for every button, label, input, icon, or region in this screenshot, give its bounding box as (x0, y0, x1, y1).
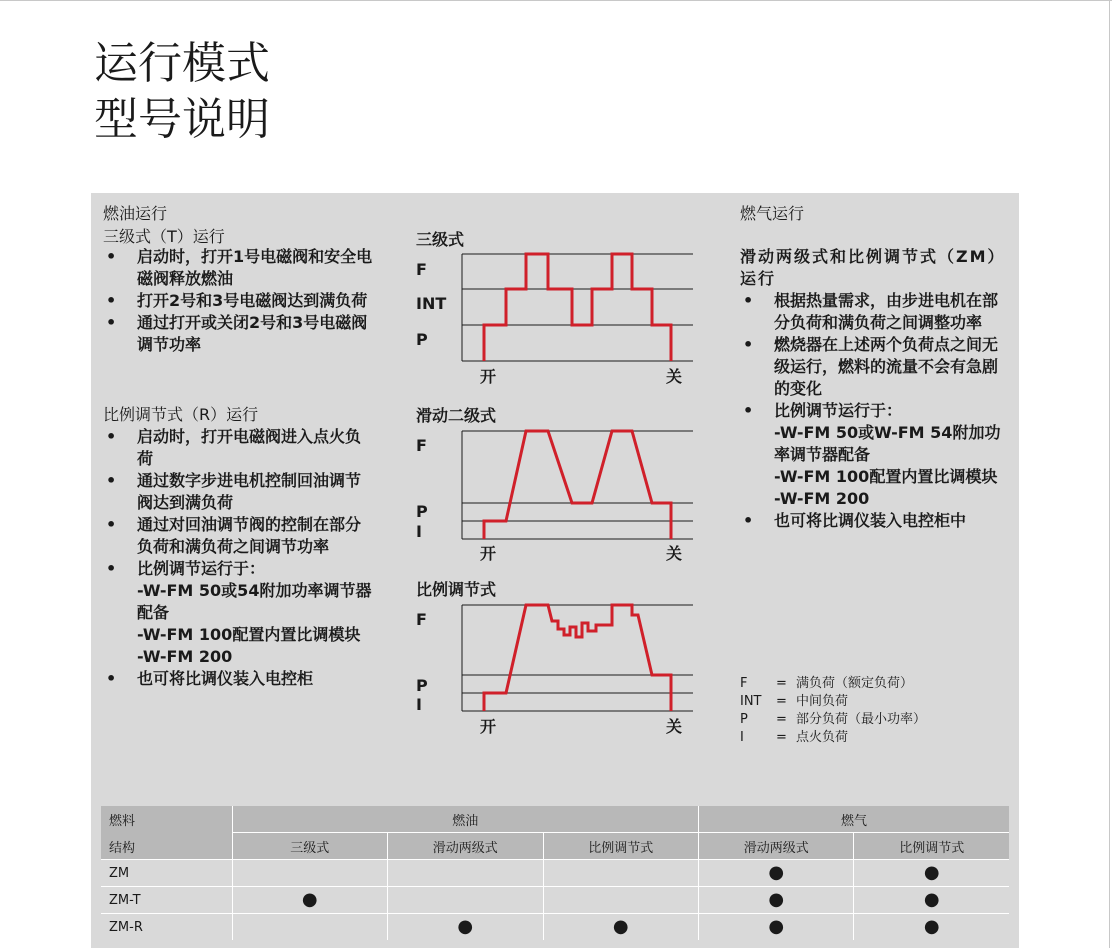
table-cell: ● (543, 914, 698, 941)
sub-item: -W-FM 100配置内置比调模块 (137, 625, 361, 644)
gas-sub-heading: 滑动两级式和比例调节式（ZM）运行 (740, 247, 1006, 288)
legend-row (740, 675, 926, 693)
table-cell (543, 860, 698, 887)
end-label: 关 (666, 544, 683, 563)
table-header-cell: 比例调节式 (543, 833, 698, 860)
diagram-three-stage-title: 三级式 (416, 230, 465, 249)
table-header-cell: 滑动两级式 (698, 833, 853, 860)
level-label-f: F (416, 610, 427, 629)
modulating-list (103, 426, 373, 690)
table-cell: ● (854, 860, 1009, 887)
end-label: 关 (666, 367, 683, 386)
list-item: • 根据热量需求，由步进电机在部分负荷和满负荷之间调整功率 (740, 290, 1012, 334)
table-header-row (101, 806, 1009, 833)
legend-text: 中间负荷 (796, 694, 849, 709)
legend-text: 点火负荷 (796, 730, 849, 745)
table-cell (232, 860, 387, 887)
list-item: • 通过数字步进电机控制回油调节阀达到满负荷 (103, 470, 373, 514)
level-label-p: P (416, 502, 428, 521)
legend-eq: = (776, 694, 787, 709)
list-item-text: 比例调节运行于： (137, 559, 266, 578)
legend-key: P (740, 712, 748, 727)
page-title: 运行模式 (94, 38, 270, 89)
start-label: 开 (480, 544, 497, 563)
page-right-border (1109, 0, 1110, 948)
diagram-three-stage (410, 248, 700, 388)
table-cell: ZM (101, 860, 232, 887)
model-table (101, 806, 1009, 940)
legend-text: 满负荷（额定负荷） (796, 676, 914, 691)
diagram-modulating-title: 比例调节式 (416, 580, 497, 599)
list-item: • 启动时，打开电磁阀进入点火负荷 (103, 426, 373, 470)
list-item: • 也可将比调仪装入电控柜 (103, 668, 373, 690)
legend-text: 部分负荷（最小功率） (796, 712, 927, 727)
table-cell (232, 914, 387, 941)
table-cell: ● (232, 887, 387, 914)
table-cell: ZM-T (101, 887, 232, 914)
table-cell: ● (854, 887, 1009, 914)
load-curve (484, 254, 671, 361)
table-cell (388, 887, 543, 914)
sub-item: -W-FM 50或54附加功率调节器配备 (137, 581, 372, 622)
level-label-p: P (416, 330, 428, 349)
list-item: • 也可将比调仪装入电控柜中 (740, 510, 1012, 532)
legend-eq: = (776, 730, 787, 745)
legend-eq: = (776, 712, 787, 727)
gas-heading: 燃气运行 (740, 204, 805, 223)
table-header-cell: 燃油 (232, 806, 698, 833)
gas-list (740, 290, 1012, 532)
modulating-heading: 比例调节式（R）运行 (103, 405, 259, 424)
level-label-int: INT (416, 294, 447, 313)
legend-key: I (740, 730, 744, 745)
start-label: 开 (480, 717, 497, 736)
list-item: • 燃烧器在上述两个负荷点之间无级运行，燃料的流量不会有急剧的变化 (740, 334, 1012, 400)
legend-row (740, 693, 926, 711)
sub-item: -W-FM 50或W-FM 54附加功率调节器配备 (774, 423, 1001, 464)
page-subtitle: 型号说明 (94, 94, 270, 145)
legend-eq: = (776, 676, 787, 691)
sub-item: -W-FM 100配置内置比调模块 (774, 467, 998, 486)
table-row (101, 914, 1009, 941)
three-stage-list (103, 246, 373, 356)
table-cell: ● (388, 914, 543, 941)
list-item (103, 558, 373, 668)
diagram-modulating (410, 599, 700, 739)
diagram-sliding-two-stage (410, 425, 700, 565)
legend-key: INT (740, 694, 762, 709)
table-header-cell: 比例调节式 (854, 833, 1009, 860)
load-curve (484, 605, 671, 711)
level-label-p: P (416, 676, 428, 695)
legend (740, 675, 926, 747)
table-header-cell: 三级式 (232, 833, 387, 860)
oil-heading: 燃油运行 (103, 204, 168, 223)
table-cell (543, 887, 698, 914)
list-item: • 通过对回油调节阀的控制在部分负荷和满负荷之间调节功率 (103, 514, 373, 558)
sub-item: -W-FM 200 (137, 647, 233, 666)
table-cell: ● (698, 887, 853, 914)
legend-row (740, 729, 926, 747)
table-row (101, 887, 1009, 914)
table-cell: ● (698, 914, 853, 941)
table-header-cell: 燃气 (698, 806, 1009, 833)
load-curve (484, 431, 671, 539)
level-label-i: I (416, 522, 422, 541)
table-cell (388, 860, 543, 887)
table-header-row (101, 833, 1009, 860)
list-item: • 通过打开或关闭2号和3号电磁阀调节功率 (103, 312, 373, 356)
end-label: 关 (666, 717, 683, 736)
list-item: • 打开2号和3号电磁阀达到满负荷 (103, 290, 373, 312)
table-header-cell: 燃料 (101, 806, 232, 833)
level-label-f: F (416, 436, 427, 455)
level-label-f: F (416, 260, 427, 279)
table-cell: ZM-R (101, 914, 232, 941)
table-row (101, 860, 1009, 887)
level-label-i: I (416, 695, 422, 714)
sub-item: -W-FM 200 (774, 489, 870, 508)
start-label: 开 (480, 367, 497, 386)
table-cell: ● (698, 860, 853, 887)
legend-row (740, 711, 926, 729)
table-header-cell: 滑动两级式 (388, 833, 543, 860)
page-top-border (0, 0, 1112, 1)
list-item (740, 400, 1012, 510)
table-cell: ● (854, 914, 1009, 941)
list-item-text: 比例调节运行于： (774, 401, 903, 420)
list-item: • 启动时，打开1号电磁阀和安全电磁阀释放燃油 (103, 246, 373, 290)
legend-key: F (740, 676, 748, 691)
three-stage-heading: 三级式（T）运行 (103, 227, 225, 246)
diagram-sliding-two-stage-title: 滑动二级式 (416, 406, 497, 425)
table-header-cell: 结构 (101, 833, 232, 860)
